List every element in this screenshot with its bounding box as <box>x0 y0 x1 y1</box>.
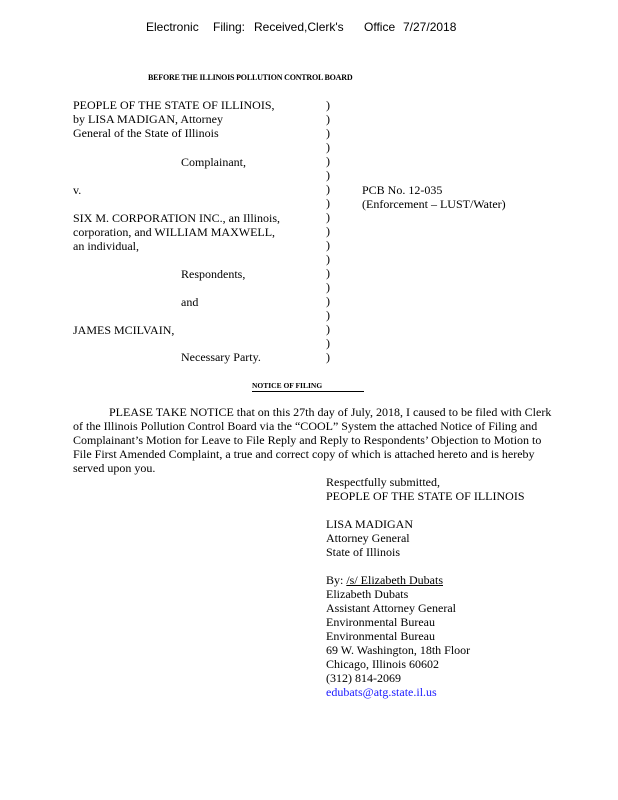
caption-paren: ) <box>326 210 330 224</box>
caption-paren: ) <box>326 280 330 294</box>
case-number: PCB No. 12-035 <box>362 183 443 197</box>
caption-paren: ) <box>326 294 330 308</box>
case-type: (Enforcement – LUST/Water) <box>362 197 506 211</box>
by-line <box>326 573 470 587</box>
notice-title-underline <box>252 391 364 392</box>
caption-paren: ) <box>326 266 330 280</box>
closing-line: Respectfully submitted, <box>326 475 440 489</box>
notice-title: NOTICE OF FILING <box>252 381 323 390</box>
versus-label: v. <box>73 183 82 197</box>
caption-paren: ) <box>326 182 330 196</box>
signature-block-3 <box>326 573 470 699</box>
signature-block-2 <box>326 517 413 559</box>
email-link[interactable]: edubats@atg.state.il.us <box>326 685 437 699</box>
bureau-line-2: Environmental Bureau <box>326 629 435 643</box>
filing-header-office: Office <box>364 20 396 34</box>
signer-name: Elizabeth Dubats <box>326 587 409 601</box>
caption-paren: ) <box>326 126 330 140</box>
address-line-1: 69 W. Washington, 18th Floor <box>326 643 471 657</box>
and-label: and <box>181 295 199 309</box>
filing-header-electronic: Electronic <box>146 20 199 34</box>
plaintiff-line-3: General of the State of Illinois <box>73 126 219 140</box>
caption-paren: ) <box>326 308 330 322</box>
defendant-line-2: corporation, and WILLIAM MAXWELL, <box>73 225 276 239</box>
address-line-2: Chicago, Illinois 60602 <box>326 657 439 671</box>
notice-body <box>73 405 559 475</box>
caption-paren: ) <box>326 140 330 154</box>
filing-header-date: 7/27/2018 <box>403 20 457 34</box>
filing-header-filing: Filing: <box>213 20 246 34</box>
notice-body-text: PLEASE TAKE NOTICE that on this 27th day of July, 2018, I caused to be filed with Clerk of the Illinois Pollution Control Board via the “COOL” System the attached Notice of Filing and Complainant’s Motion for Leave to File Reply and Reply to Respondents’ Objection to Motion to File First Amended Complaint, a true and correct copy of which is attached hereto and is hereby served upon you. <box>73 405 552 475</box>
caption-paren: ) <box>326 350 330 364</box>
signature-block-1 <box>326 475 525 503</box>
caption-parentheses <box>326 98 330 364</box>
defendant-line-3: an individual, <box>73 239 139 253</box>
caption-paren: ) <box>326 98 330 112</box>
phone-number: (312) 814-2069 <box>326 671 401 685</box>
caption-paren: ) <box>326 238 330 252</box>
defendant-line-1: SIX M. CORPORATION INC., an Illinois, <box>73 211 281 225</box>
submitting-party: PEOPLE OF THE STATE OF ILLINOIS <box>326 489 525 503</box>
bureau-line-1: Environmental Bureau <box>326 615 435 629</box>
attorney-general-title: Attorney General <box>326 531 410 545</box>
caption-paren: ) <box>326 322 330 336</box>
attorney-general-name: LISA MADIGAN <box>326 517 413 531</box>
plaintiff-line-2: by LISA MADIGAN, Attorney <box>73 112 223 126</box>
board-title: BEFORE THE ILLINOIS POLLUTION CONTROL BOARD <box>148 73 353 82</box>
party-name: JAMES MCILVAIN, <box>73 323 175 337</box>
caption-paren: ) <box>326 336 330 350</box>
necessary-party-label: Necessary Party. <box>181 350 261 364</box>
plaintiff-line-1: PEOPLE OF THE STATE OF ILLINOIS, <box>73 98 275 112</box>
attorney-general-state: State of Illinois <box>326 545 400 559</box>
electronic-signature: /s/ Elizabeth Dubats <box>346 573 443 587</box>
caption-paren: ) <box>326 112 330 126</box>
complainant-label: Complainant, <box>181 155 246 169</box>
caption-paren: ) <box>326 154 330 168</box>
respondents-label: Respondents, <box>181 267 246 281</box>
signer-title: Assistant Attorney General <box>326 601 456 615</box>
caption-paren: ) <box>326 168 330 182</box>
filing-header-received: Received,Clerk's <box>254 20 344 34</box>
caption-paren: ) <box>326 224 330 238</box>
caption-paren: ) <box>326 196 330 210</box>
by-label: By: <box>326 573 344 587</box>
caption-paren: ) <box>326 252 330 266</box>
